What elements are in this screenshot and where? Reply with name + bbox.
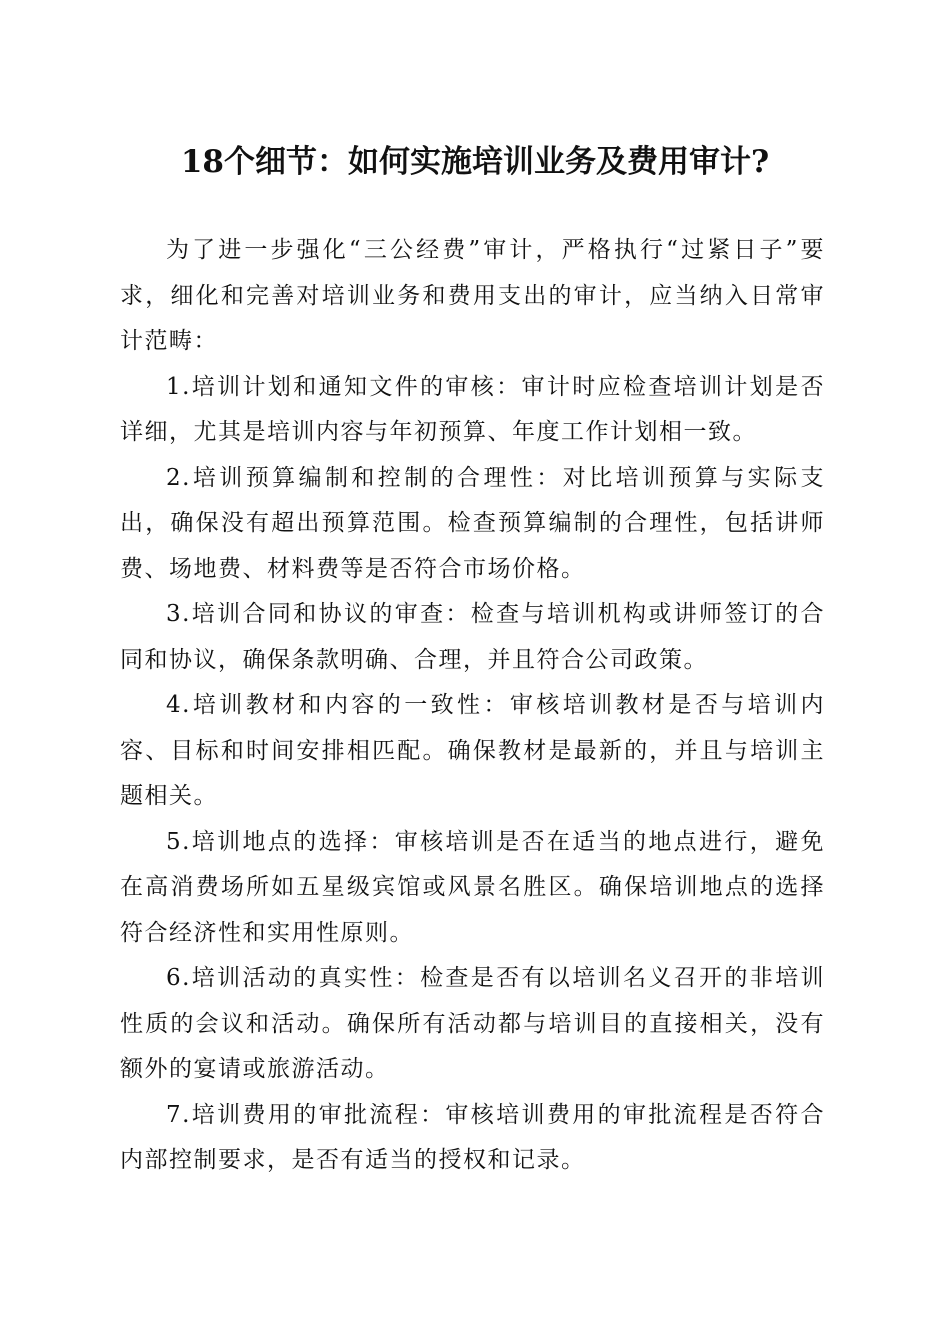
paragraph-item-1: 1.培训计划和通知文件的审核：审计时应检查培训计划是否详细，尤其是培训内容与年初预算、年度工作计划相一致。	[120, 373, 825, 445]
paragraph-item-6: 6.培训活动的真实性：检查是否有以培训名义召开的非培训性质的会议和活动。确保所有活动都与培训目的直接相关，没有额外的宴请或旅游活动。	[120, 965, 825, 1082]
paragraph-item-5: 5.培训地点的选择：审核培训是否在适当的地点进行，避免在高消费场所如五星级宾馆或风景名胜区。确保培训地点的选择符合经济性和实用性原则。	[120, 828, 825, 946]
paragraph-item-7: 7.培训费用的审批流程：审核培训费用的审批流程是否符合内部控制要求，是否有适当的授权和记录。	[120, 1101, 825, 1173]
paragraph-item-2: 2.培训预算编制和控制的合理性：对比培训预算与实际支出，确保没有超出预算范围。检查预算编制的合理性，包括讲师费、场地费、材料费等是否符合市场价格。	[120, 464, 825, 582]
intro-paragraph: 为了进一步强化“三公经费”审计，严格执行“过紧日子”要求，细化和完善对培训业务和费用支出的审计，应当纳入日常审计范畴：	[120, 237, 825, 354]
document-body	[120, 228, 825, 1184]
paragraph-item-4: 4.培训教材和内容的一致性：审核培训教材是否与培训内容、目标和时间安排相匹配。确保教材是最新的，并且与培训主题相关。	[120, 692, 825, 809]
paragraph-item-3: 3.培训合同和协议的审查：检查与培训机构或讲师签订的合同和协议，确保条款明确、合理，并且符合公司政策。	[120, 601, 825, 673]
document-title: 18个细节：如何实施培训业务及费用审计?	[180, 144, 770, 180]
